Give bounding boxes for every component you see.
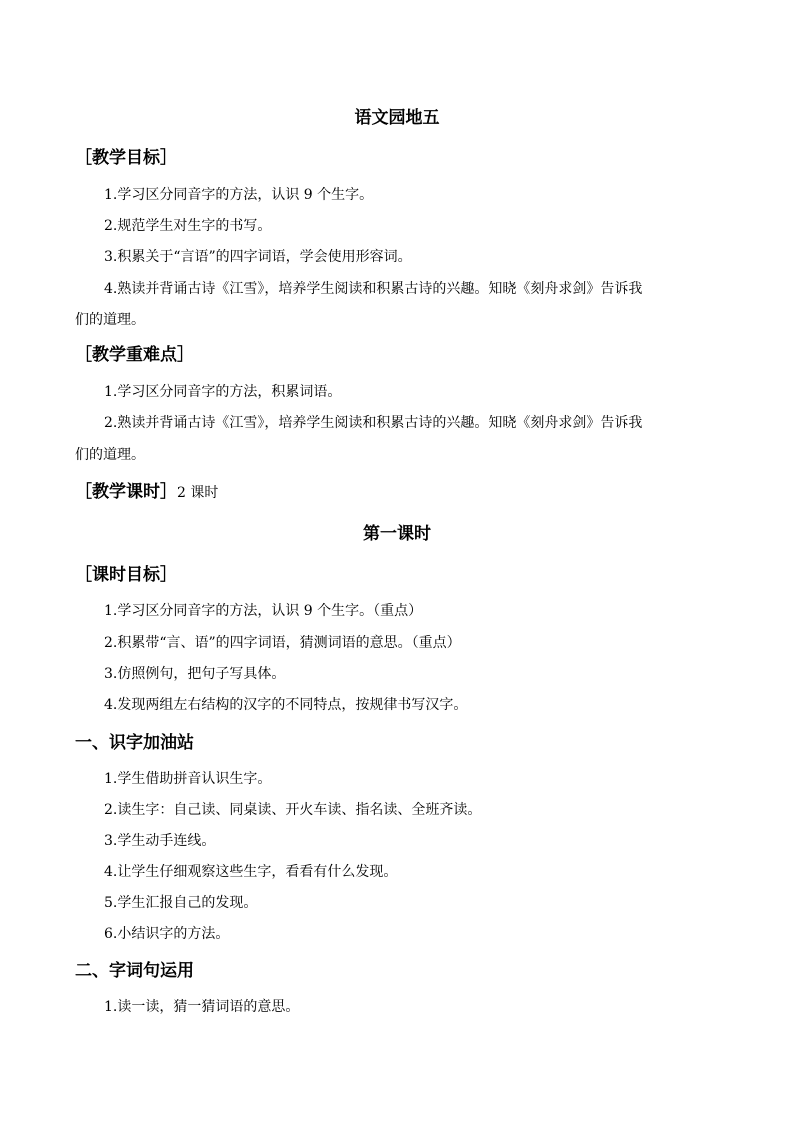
lesson-goal-item: 4.发现两组左右结构的汉字的不同特点，按规律书写汉字。 xyxy=(104,697,468,713)
objective-item: 1.学习区分同音字的方法，认识 9 个生字。 xyxy=(104,187,374,203)
key-points-heading: ［教学重难点］ xyxy=(75,345,194,365)
literacy-step: 6.小结识字的方法。 xyxy=(104,926,230,942)
section-heading-literacy: 一、识字加油站 xyxy=(75,733,194,753)
literacy-step: 3.学生动手连线。 xyxy=(104,833,216,849)
class-hours-value: 2 课时 xyxy=(177,485,219,501)
literacy-step: 4.让学生仔细观察这些生字，看看有什么发现。 xyxy=(104,864,398,880)
section-heading-word-usage: 二、字词句运用 xyxy=(75,961,194,981)
lesson-goal-item: 3.仿照例句，把句子写具体。 xyxy=(104,666,286,682)
objective-item: 4.熟读并背诵古诗《江雪》，培养学生阅读和积累古诗的兴趣。知晓《刻舟求剑》告诉我 xyxy=(104,281,643,297)
objective-item-continuation: 们的道理。 xyxy=(75,312,145,328)
objective-item: 2.规范学生对生字的书写。 xyxy=(104,218,272,234)
objectives-heading: ［教学目标］ xyxy=(75,148,177,168)
key-point-item-continuation: 们的道理。 xyxy=(75,447,145,463)
document-title: 语文园地五 xyxy=(354,108,440,128)
lesson-goal-item: 1.学习区分同音字的方法，认识 9 个生字。（重点） xyxy=(104,603,423,619)
lesson-goal-item: 2.积累带“言、语”的四字词语，猜测词语的意思。（重点） xyxy=(104,635,461,651)
class-hours-heading: ［教学课时］2 课时 xyxy=(75,482,219,502)
lesson-title: 第一课时 xyxy=(363,524,431,544)
key-point-item: 2.熟读并背诵古诗《江雪》，培养学生阅读和积累古诗的兴趣。知晓《刻舟求剑》告诉我 xyxy=(104,415,643,431)
lesson-goals-heading: ［课时目标］ xyxy=(75,565,177,585)
key-point-item: 1.学习区分同音字的方法，积累词语。 xyxy=(104,384,342,400)
word-usage-step: 1.读一读，猜一猜词语的意思。 xyxy=(104,999,300,1015)
literacy-step: 1.学生借助拼音认识生字。 xyxy=(104,771,272,787)
literacy-step: 5.学生汇报自己的发现。 xyxy=(104,895,258,911)
objective-item: 3.积累关于“言语”的四字词语，学会使用形容词。 xyxy=(104,249,412,265)
literacy-step: 2.读生字：自己读、同桌读、开火车读、指名读、全班齐读。 xyxy=(104,802,482,818)
